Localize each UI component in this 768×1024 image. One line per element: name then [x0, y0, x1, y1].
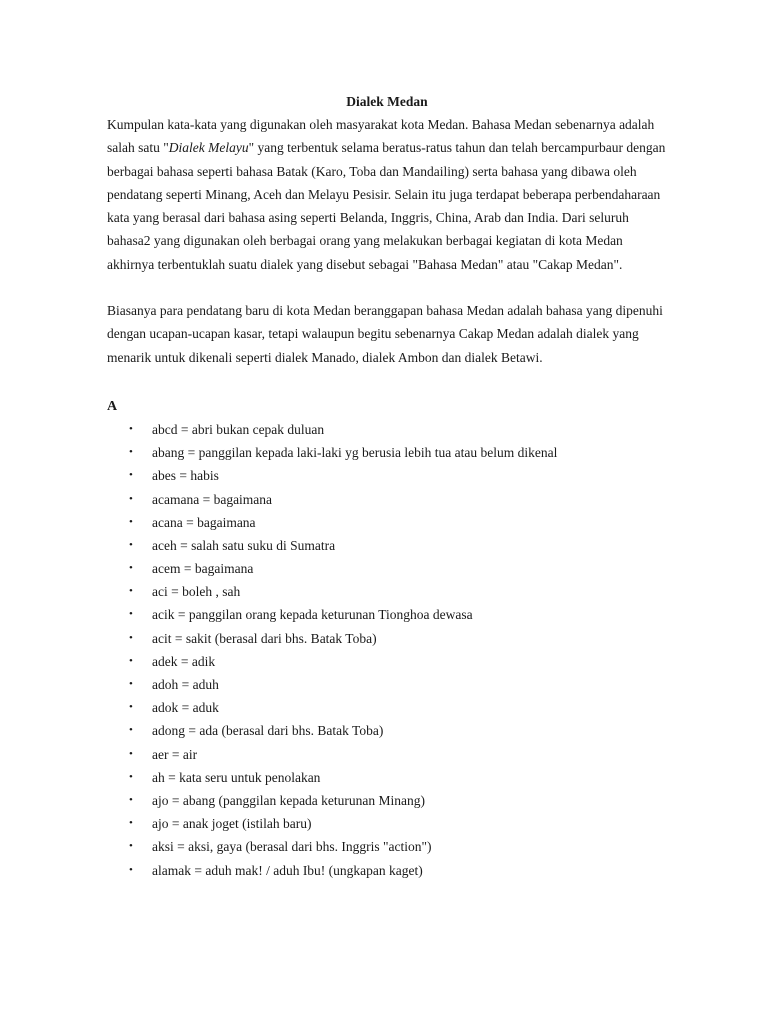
dictionary-entry	[107, 650, 667, 673]
dictionary-entry	[107, 418, 667, 441]
bullet-icon: •	[129, 608, 133, 621]
bullet-icon: •	[129, 747, 133, 760]
entry-text: abes = habis	[152, 468, 219, 484]
bullet-icon: •	[129, 585, 133, 598]
document-title: Dialek Medan	[346, 94, 428, 109]
bullet-icon: •	[129, 840, 133, 853]
second-paragraph: Biasanya para pendatang baru di kota Medan beranggapan bahasa Medan adalah bahasa yang dipenuhi dengan ucapan-ucapan kasar, tetapi walaupun begitu sebenarnya Cakap Medan adalah dialek yang menarik untuk dikenali seperti dialek Manado, dialek Ambon dan dialek Betawi.	[107, 303, 663, 365]
bullet-icon: •	[129, 492, 133, 505]
dictionary-entry	[107, 464, 667, 487]
bullet-icon: •	[129, 863, 133, 876]
bullet-icon: •	[129, 678, 133, 691]
entry-text: acana = bagaimana	[152, 514, 256, 530]
intro-paragraph	[107, 113, 667, 276]
entry-text: ajo = anak joget (istilah baru)	[152, 816, 312, 832]
entry-text: acem = bagaimana	[152, 561, 254, 577]
dictionary-entry	[107, 488, 667, 511]
dictionary-entry	[107, 859, 667, 882]
bullet-icon: •	[129, 446, 133, 459]
entry-text: ajo = abang (panggilan kepada keturunan Minang)	[152, 792, 426, 808]
bullet-icon: •	[129, 631, 133, 644]
entry-text: abang = panggilan kepada laki-laki yg berusia lebih tua atau belum dikenal	[152, 445, 558, 461]
bullet-icon: •	[129, 515, 133, 528]
entry-text: adoh = aduh	[152, 677, 219, 693]
entry-text: adong = ada (berasal dari bhs. Batak Toba)	[152, 723, 384, 739]
section-letter-heading: A	[107, 398, 118, 414]
entry-text: aceh = salah satu suku di Sumatra	[152, 537, 336, 553]
dictionary-entry	[107, 580, 667, 603]
entry-text: acit = sakit (berasal dari bhs. Batak Toba)	[152, 630, 377, 646]
bullet-icon: •	[129, 770, 133, 783]
entry-text: alamak = aduh mak! / aduh Ibu! (ungkapan kaget)	[152, 862, 423, 878]
intro-text-end: " yang terbentuk selama beratus-ratus tahun dan telah bercampurbaur dengan berbagai bahasa seperti bahasa Batak (Karo, Toba dan Mandailing) serta bahasa yang dibawa oleh pendatang seperti Minang, Aceh dan Melayu Pesisir. Selain itu juga terdapat beberapa perbendaharaan kata yang berasal dari bahasa asing seperti Belanda, Inggris, China, Arab dan India. Dari seluruh bahasa2 yang digunakan oleh berbagai orang yang melakukan berbagai kegiatan di kota Medan akhirnya terbentuklah suatu dialek yang disebut sebagai "Bahasa Medan" atau "Cakap Medan".	[107, 140, 666, 272]
dictionary-entry	[107, 696, 667, 719]
bullet-icon: •	[129, 654, 133, 667]
entry-text: adok = aduk	[152, 700, 219, 716]
dictionary-entry-list	[107, 418, 667, 882]
dictionary-entry	[107, 835, 667, 858]
entry-text: aer = air	[152, 746, 198, 762]
entry-text: acamana = bagaimana	[152, 491, 273, 507]
dictionary-entry	[107, 627, 667, 650]
dictionary-entry	[107, 766, 667, 789]
intro-italic-term: Dialek Melayu	[168, 140, 249, 156]
dictionary-entry	[107, 812, 667, 835]
entry-text: abcd = abri bukan cepak duluan	[152, 421, 325, 437]
bullet-icon: •	[129, 793, 133, 806]
dictionary-entry	[107, 511, 667, 534]
entry-text: adek = adik	[152, 653, 216, 669]
bullet-icon: •	[129, 562, 133, 575]
dictionary-entry	[107, 557, 667, 580]
entry-text: acik = panggilan orang kepada keturunan Tionghoa dewasa	[152, 607, 473, 623]
dictionary-entry	[107, 441, 667, 464]
entry-text: aci = boleh , sah	[152, 584, 241, 600]
bullet-icon: •	[129, 701, 133, 714]
dictionary-entry	[107, 534, 667, 557]
dictionary-entry	[107, 789, 667, 812]
document-page	[107, 90, 667, 882]
dictionary-entry	[107, 719, 667, 742]
bullet-icon: •	[129, 469, 133, 482]
bullet-icon: •	[129, 422, 133, 435]
intro-text-start: Kumpulan kata-kata yang digunakan oleh masyarakat kota Medan. Bahasa Medan sebenarnya adalah salah satu "	[107, 117, 655, 156]
bullet-icon: •	[129, 817, 133, 830]
bullet-icon: •	[129, 724, 133, 737]
dictionary-entry	[107, 743, 667, 766]
dictionary-entry	[107, 673, 667, 696]
bullet-icon: •	[129, 538, 133, 551]
entry-text: ah = kata seru untuk penolakan	[152, 769, 321, 785]
entry-text: aksi = aksi, gaya (berasal dari bhs. Inggris "action")	[152, 839, 432, 855]
dictionary-entry	[107, 603, 667, 626]
